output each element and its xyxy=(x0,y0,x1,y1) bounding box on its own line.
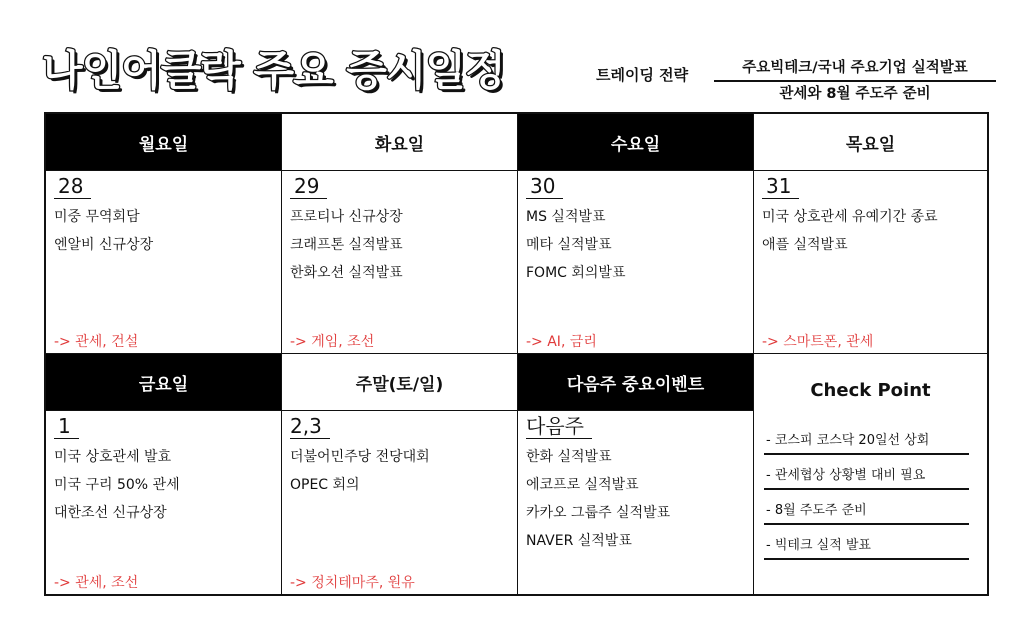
day-header-wednesday: 수요일 xyxy=(518,114,754,171)
check-point-item: - 8월 주도주 준비 xyxy=(764,498,969,525)
day-header-thursday: 목요일 xyxy=(754,114,987,171)
check-point-item: - 빅테크 실적 발표 xyxy=(764,533,969,560)
sector-note: -> 관세, 조선 xyxy=(54,575,139,591)
day-header-tuesday: 화요일 xyxy=(282,114,518,171)
check-point-item: - 코스피 코스닥 20일선 상회 xyxy=(764,428,969,455)
event-item: 프로티나 신규상장 xyxy=(290,209,403,225)
check-point-title: Check Point xyxy=(810,380,931,401)
day-cell-wednesday xyxy=(518,171,754,354)
event-item: 엔알비 신규상장 xyxy=(54,237,154,253)
event-item: 미국 상호관세 발효 xyxy=(54,449,172,465)
check-point-item: - 관세협상 상황별 대비 필요 xyxy=(764,463,969,490)
check-point-panel xyxy=(754,354,987,594)
event-item: 대한조선 신규상장 xyxy=(54,505,167,521)
event-item: 메타 실적발표 xyxy=(526,237,612,253)
strategy-line-1: 주요빅테크/국내 주요기업 실적발표 xyxy=(714,56,996,82)
page-title: 나인어클락 주요 증시일정 xyxy=(42,46,505,95)
sector-note: -> AI, 금리 xyxy=(526,334,597,350)
sector-note: -> 관세, 건설 xyxy=(54,334,139,350)
event-item: 애플 실적발표 xyxy=(762,237,848,253)
day-cell-weekend xyxy=(282,411,518,594)
date-label: 30 xyxy=(526,174,563,199)
date-label: 2,3 xyxy=(290,414,330,439)
day-cell-friday xyxy=(46,411,282,594)
strategy-lines xyxy=(714,56,996,106)
sector-note: -> 정치테마주, 원유 xyxy=(290,575,415,591)
event-item: 미국 구리 50% 관세 xyxy=(54,477,180,493)
strategy-line-2: 관세와 8월 주도주 준비 xyxy=(779,86,931,102)
check-point-list xyxy=(764,428,969,568)
date-label: 28 xyxy=(54,174,91,199)
date-label: 다음주 xyxy=(526,414,592,439)
day-header-weekend: 주말(토/일) xyxy=(282,354,518,411)
event-item: 더불어민주당 전당대회 xyxy=(290,449,430,465)
event-item: 에코프로 실적발표 xyxy=(526,477,639,493)
event-item: FOMC 회의발표 xyxy=(526,265,626,281)
event-item: 카카오 그룹주 실적발표 xyxy=(526,505,671,521)
event-item: MS 실적발표 xyxy=(526,209,606,225)
day-cell-thursday xyxy=(754,171,987,354)
event-item: 한화 실적발표 xyxy=(526,449,612,465)
day-header-next-week: 다음주 중요이벤트 xyxy=(518,354,754,411)
day-header-monday: 월요일 xyxy=(46,114,282,171)
strategy-label: 트레이딩 전략 xyxy=(596,66,689,84)
day-cell-tuesday xyxy=(282,171,518,354)
date-label: 29 xyxy=(290,174,327,199)
day-header-friday: 금요일 xyxy=(46,354,282,411)
date-label: 31 xyxy=(762,174,799,199)
event-item: OPEC 회의 xyxy=(290,477,360,493)
day-cell-next-week xyxy=(518,411,754,594)
sector-note: -> 게임, 조선 xyxy=(290,334,375,350)
schedule-grid xyxy=(44,112,989,596)
event-item: 미중 무역회담 xyxy=(54,209,140,225)
event-item: 한화오션 실적발표 xyxy=(290,265,403,281)
event-item: NAVER 실적발표 xyxy=(526,533,632,549)
day-cell-monday xyxy=(46,171,282,354)
trading-strategy xyxy=(596,56,996,106)
event-item: 크래프톤 실적발표 xyxy=(290,237,403,253)
sector-note: -> 스마트폰, 관세 xyxy=(762,334,874,350)
event-item: 미국 상호관세 유예기간 종료 xyxy=(762,209,938,225)
date-label: 1 xyxy=(54,414,79,439)
